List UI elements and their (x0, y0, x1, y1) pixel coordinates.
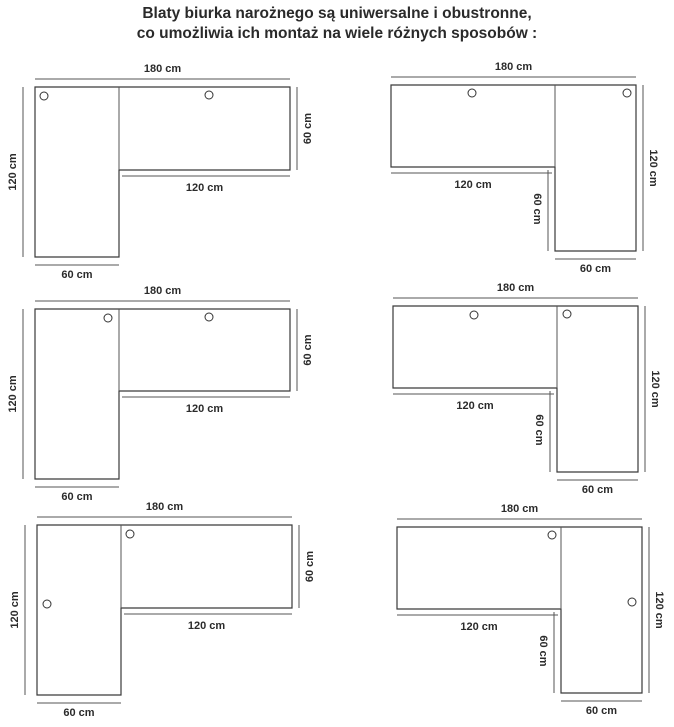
dimension-label-depth-long: 120 cm (6, 153, 19, 191)
dimension-label-total: 180 cm (143, 284, 182, 297)
dimension-label-depth-short: 60 cm (537, 635, 550, 667)
desk-top-outline (35, 87, 290, 257)
dimension-label-foot-width: 60 cm (63, 706, 95, 719)
dimension-label-depth-short: 60 cm (531, 193, 544, 225)
cable-hole-icon (205, 91, 213, 99)
dimension-label-inner-width: 120 cm (456, 399, 494, 412)
desk-top-outline (37, 525, 292, 695)
cable-hole-icon (43, 600, 51, 608)
dimension-label-total: 180 cm (143, 62, 182, 75)
dimension-label-total: 180 cm (494, 60, 533, 73)
desk-diagram-right-3 (397, 503, 665, 717)
cable-hole-icon (126, 530, 134, 538)
cable-hole-icon (623, 89, 631, 97)
dimension-label-depth-long: 120 cm (649, 370, 662, 408)
desk-diagram-left-1 (7, 63, 314, 281)
cable-hole-icon (563, 310, 571, 318)
cable-hole-icon (205, 313, 213, 321)
desk-diagram-left-2 (7, 285, 314, 503)
dimension-label-inner-width: 120 cm (454, 178, 492, 191)
desk-diagram-right-1 (391, 61, 659, 275)
cable-hole-icon (628, 598, 636, 606)
dimension-label-total: 180 cm (500, 502, 539, 515)
dimension-label-inner-width: 120 cm (460, 620, 498, 633)
dimension-label-depth-short: 60 cm (533, 414, 546, 446)
cable-hole-icon (40, 92, 48, 100)
desk-top-outline (397, 527, 642, 693)
cable-hole-icon (104, 314, 112, 322)
cable-hole-icon (468, 89, 476, 97)
dimension-label-foot-width: 60 cm (61, 268, 93, 281)
dimension-label-depth-long: 120 cm (653, 591, 666, 629)
dimension-label-depth-short: 60 cm (301, 334, 314, 366)
dimension-label-foot-width: 60 cm (61, 490, 93, 503)
dimension-label-total: 180 cm (145, 500, 184, 513)
dimension-label-inner-width: 120 cm (185, 181, 224, 194)
desk-top-outline (35, 309, 290, 479)
header-line-2: co umożliwia ich montaż na wiele różnych sposobów : (136, 25, 538, 42)
dimension-label-depth-short: 60 cm (303, 550, 316, 583)
cable-hole-icon (470, 311, 478, 319)
dimension-label-inner-width: 120 cm (185, 402, 224, 415)
dimension-label-depth-long: 120 cm (647, 149, 660, 187)
dimension-label-depth-long: 120 cm (6, 375, 19, 413)
dimension-label-inner-width: 120 cm (187, 619, 226, 632)
desk-top-outline (393, 306, 638, 472)
dimension-label-depth-long: 120 cm (8, 591, 21, 629)
dimension-label-foot-width: 60 cm (585, 704, 618, 717)
desk-diagram-right-2 (393, 282, 661, 496)
dimension-label-foot-width: 60 cm (581, 483, 614, 496)
header-line-1: Blaty biurka narożnego są uniwersalne i obustronne, (142, 5, 532, 22)
cable-hole-icon (548, 531, 556, 539)
desk-top-outline (391, 85, 636, 251)
dimension-label-foot-width: 60 cm (579, 262, 612, 275)
desk-diagram-left-3 (9, 501, 316, 719)
dimension-label-depth-short: 60 cm (301, 112, 314, 145)
dimension-label-total: 180 cm (496, 281, 535, 294)
